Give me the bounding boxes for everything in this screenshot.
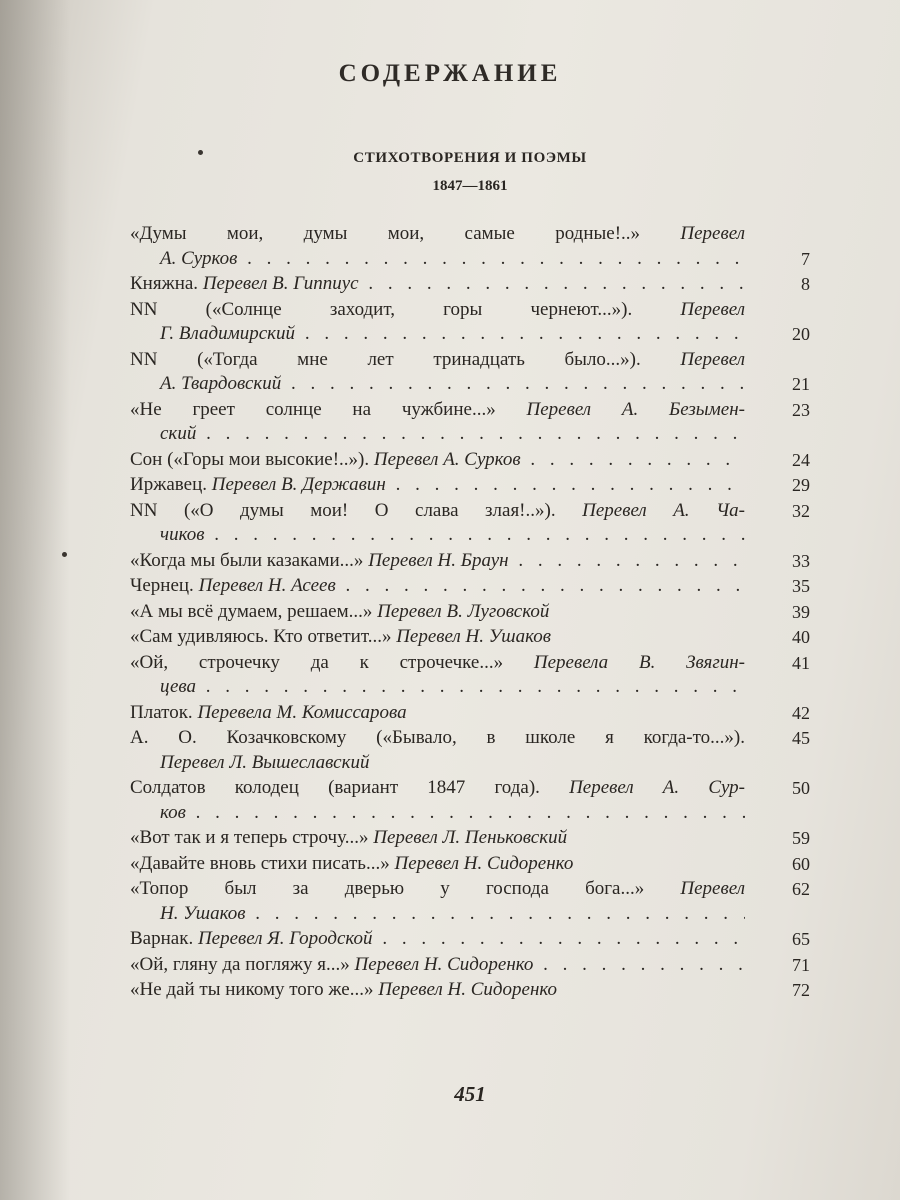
toc-entry-line	[130, 448, 745, 473]
toc-entry	[130, 701, 810, 726]
toc-page-number: 42	[792, 702, 810, 723]
contents-heading: СОДЕРЖАНИЕ	[338, 60, 562, 87]
toc-page-number: 62	[792, 879, 810, 899]
toc-entry-line	[130, 927, 745, 952]
translator-credit: Перевел Н. Сидоренко	[394, 852, 574, 874]
toc-entry	[130, 776, 810, 825]
translator-credit: цева	[160, 676, 197, 697]
translator-credit: Г. Владимирский	[160, 323, 296, 344]
poem-title: «Сам удивляюсь. Кто ответит...»	[130, 626, 397, 647]
poem-title: «Ой, строчечку да к строчечке...»	[130, 651, 534, 673]
toc-entry	[130, 398, 810, 447]
toc-entry-line	[130, 625, 745, 650]
toc-entry	[130, 348, 810, 397]
poem-title: Чернец.	[130, 575, 199, 596]
poem-title: Сон («Горы мои высокие!..»).	[130, 448, 374, 470]
translator-credit: Перевел Н. Сидоренко	[354, 953, 534, 975]
toc-entry	[130, 272, 810, 297]
translator-credit: Перевел Л. Вышеславский	[160, 751, 370, 773]
toc-entry	[130, 625, 810, 650]
page-number: 451	[454, 1082, 486, 1106]
toc-page-number: 45	[792, 728, 810, 748]
toc-page-number: 8	[801, 274, 810, 294]
toc-entry-line	[130, 953, 745, 978]
toc-entry	[130, 222, 810, 271]
toc-page-number: 59	[792, 828, 810, 848]
toc-entry	[130, 499, 810, 548]
poem-title: Варнак.	[130, 928, 198, 949]
toc-page-number: 39	[792, 601, 810, 622]
toc-page-number: 7	[801, 248, 810, 269]
toc-entry	[130, 852, 810, 877]
toc-page-number: 29	[792, 475, 810, 495]
translator-credit: Перевел	[680, 223, 745, 244]
toc-entry-line	[130, 298, 745, 323]
toc-entry-line	[130, 247, 745, 272]
translator-credit: Перевел Н. Асеев	[198, 575, 336, 596]
toc-entry	[130, 877, 810, 926]
toc-entry-line	[130, 322, 745, 347]
toc-page-number: 23	[792, 399, 810, 420]
translator-credit: Перевел В. Державин	[211, 474, 386, 495]
toc-entry-line	[130, 523, 745, 548]
toc-entry	[130, 600, 810, 625]
translator-credit: А. Твардовский	[160, 373, 282, 394]
toc-page-number: 35	[792, 576, 810, 596]
toc-entry	[130, 927, 810, 952]
toc-entry	[130, 978, 810, 1003]
toc-entry-line	[130, 600, 745, 625]
poem-title: Платок.	[130, 701, 198, 723]
poem-title: NN («Тогда мне лет тринадцать было...»).	[130, 348, 681, 370]
translator-credit: Перевела В. Звягин-	[533, 651, 745, 673]
toc-page-number: 60	[792, 853, 810, 874]
toc-entry-line	[130, 902, 745, 927]
print-speck	[62, 552, 67, 557]
toc-entry-line	[130, 398, 745, 423]
poem-title: А. О. Козачковскому («Бывало, в школе я когда-то...»).	[130, 727, 745, 748]
poem-title: «Думы мои, думы мои, самые родные!..»	[130, 223, 681, 244]
translator-credit: ков	[160, 801, 186, 823]
poem-title: NN («Солнце заходит, горы чернеют...»).	[130, 298, 681, 320]
translator-credit: Перевел Я. Городской	[197, 928, 373, 949]
section-title: СТИХОТВОРЕНИЯ И ПОЭМЫ	[353, 150, 587, 166]
toc-entry-line	[130, 801, 745, 826]
toc-entry	[130, 826, 810, 851]
toc-entry-line	[130, 877, 745, 902]
poem-title: «Вот так и я теперь строчу...»	[130, 827, 374, 848]
toc-entry	[130, 651, 810, 700]
table-of-contents	[130, 222, 810, 1004]
toc-entry-line	[130, 348, 745, 373]
translator-credit: чиков	[160, 524, 205, 545]
toc-entry	[130, 448, 810, 473]
toc-entry-line	[130, 751, 745, 776]
poem-title: Иржавец.	[130, 474, 212, 495]
toc-entry-line	[130, 222, 745, 247]
translator-credit: Перевел	[680, 878, 745, 899]
poem-title: «Не дай ты никому того же...»	[130, 979, 379, 1000]
translator-credit: Перевел В. Гиппиус	[202, 273, 359, 294]
section-years: 1847—1861	[432, 178, 508, 194]
toc-entry	[130, 549, 810, 574]
translator-credit: Перевел Н. Сидоренко	[378, 979, 558, 1000]
poem-title: Княжна.	[130, 273, 203, 294]
translator-credit: Перевел Н. Браун	[368, 549, 509, 571]
translator-credit: Перевел А. Ча-	[582, 499, 745, 521]
translator-credit: Перевела М. Комиссарова	[197, 701, 407, 723]
toc-entry-line	[130, 651, 745, 676]
poem-title: Солдатов колодец (вариант 1847 года).	[130, 777, 570, 798]
translator-credit: Перевел	[680, 348, 745, 370]
translator-credit: Н. Ушаков	[160, 902, 246, 924]
toc-page-number: 41	[792, 652, 810, 673]
toc-entry	[130, 298, 810, 347]
translator-credit: Перевел А. Сурков	[373, 448, 521, 470]
toc-entry-line	[130, 499, 745, 524]
poem-title: «А мы всё думаем, решаем...»	[130, 600, 378, 622]
toc-page-number: 65	[792, 929, 810, 949]
toc-entry	[130, 726, 810, 775]
toc-entry-line	[130, 549, 745, 574]
toc-entry-line	[130, 675, 745, 700]
toc-page-number: 72	[792, 980, 810, 1000]
toc-entry-line	[130, 726, 745, 751]
print-speck	[198, 150, 203, 155]
poem-title: NN («О думы мои! О слава злая!..»).	[130, 499, 583, 521]
toc-page-number: 33	[792, 550, 810, 571]
toc-page-number: 50	[792, 778, 810, 798]
toc-entry-line	[130, 372, 745, 397]
toc-page-number: 32	[792, 500, 810, 521]
toc-page-number: 20	[792, 324, 810, 344]
toc-entry-line	[130, 776, 745, 801]
poem-title: «Ой, гляну да погляжу я...»	[130, 953, 355, 975]
toc-entry	[130, 953, 810, 978]
toc-entry-line	[130, 826, 745, 851]
toc-entry-line	[130, 272, 745, 297]
toc-entry	[130, 473, 810, 498]
poem-title: «Не греет солнце на чужбине...»	[130, 398, 527, 420]
translator-credit: Перевел	[680, 298, 745, 320]
toc-page-number: 40	[792, 627, 810, 647]
translator-credit: Перевел Л. Пеньковский	[373, 827, 568, 848]
toc-entry	[130, 574, 810, 599]
translator-credit: Перевел В. Луговской	[377, 600, 550, 622]
toc-entry-line	[130, 473, 745, 498]
toc-entry-line	[130, 701, 745, 726]
translator-credit: А. Сурков	[160, 247, 238, 269]
poem-title: «Давайте вновь стихи писать...»	[130, 852, 395, 874]
toc-entry-line	[130, 852, 745, 877]
toc-entry-line	[130, 422, 745, 447]
poem-title: «Топор был за дверью у господа бога...»	[130, 878, 681, 899]
translator-credit: ский	[160, 423, 197, 444]
poem-title: «Когда мы были казаками...»	[130, 549, 369, 571]
translator-credit: Перевел А. Сур-	[569, 777, 745, 798]
toc-entry-line	[130, 574, 745, 599]
translator-credit: Перевел Н. Ушаков	[396, 626, 552, 647]
translator-credit: Перевел А. Безымен-	[526, 398, 745, 420]
toc-page-number: 71	[792, 954, 810, 975]
toc-page-number: 24	[792, 449, 810, 470]
toc-page-number: 21	[792, 374, 810, 394]
toc-entry-line	[130, 978, 745, 1003]
